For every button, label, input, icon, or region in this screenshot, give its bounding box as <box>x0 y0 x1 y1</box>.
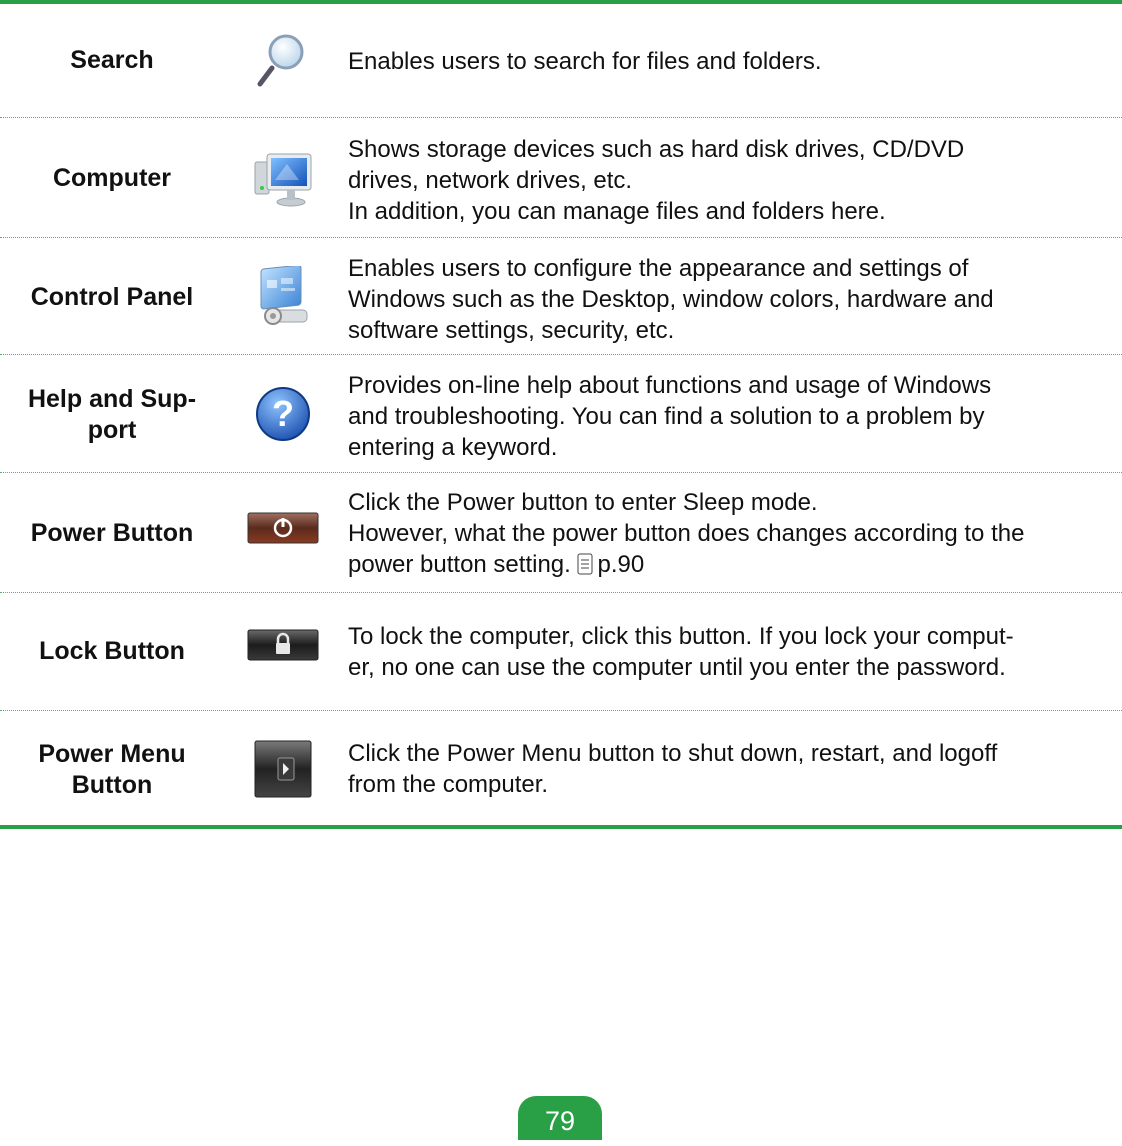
separator <box>0 710 1122 711</box>
page-number: 79 <box>518 1096 602 1140</box>
term-power-menu-button: Power Menu Button <box>38 740 186 799</box>
separator <box>0 237 1122 238</box>
desc-lock-button: To lock the computer, click this button. If you lock your comput- er, no one can use the computer until you enter the password. <box>348 623 1014 681</box>
desc-power-menu-button: Click the Power Menu button to shut down, restart, and logoff from the computer. <box>348 740 998 798</box>
search-icon <box>256 32 308 93</box>
computer-icon <box>253 150 315 215</box>
term-control-panel: Control Panel <box>30 283 194 311</box>
separator <box>0 117 1122 118</box>
separator <box>0 472 1122 473</box>
help-icon <box>255 386 311 447</box>
desc-help-and-support: Provides on-line help about functions and usage of Windows and troubleshooting. You can find a solution to a problem by entering a keyword. <box>348 372 992 461</box>
term-help-and-support: Help and Sup- port <box>27 385 197 444</box>
desc-search: Enables users to search for files and folders. <box>348 48 822 75</box>
term-computer: Computer <box>52 164 172 192</box>
term-lock-button: Lock Button <box>39 637 185 665</box>
power-button-icon <box>247 512 319 549</box>
lock-button-icon <box>247 629 319 666</box>
page-reference: p.90 <box>597 551 645 578</box>
power-menu-button-icon <box>254 740 312 803</box>
desc-computer: Shows storage devices such as hard disk drives, CD/DVD drives, network drives, etc. In addition, you can manage files and folders here. <box>348 136 965 225</box>
separator <box>0 592 1122 593</box>
bottom-rule <box>0 825 1122 829</box>
page-reference-icon <box>577 552 593 583</box>
top-rule <box>0 0 1122 4</box>
separator <box>0 354 1122 355</box>
desc-control-panel: Enables users to configure the appearance and settings of Windows such as the Desktop, window colors, hardware and software settings, security, etc. <box>348 255 994 344</box>
term-search: Search <box>70 46 154 74</box>
control-panel-icon <box>253 266 313 333</box>
desc-power-button: Click the Power button to enter Sleep mode. However, what the power button does changes according to the power button setting. p.90 <box>348 487 1118 583</box>
term-power-button: Power Button <box>30 519 194 547</box>
svg-text:?: ? <box>272 393 294 434</box>
